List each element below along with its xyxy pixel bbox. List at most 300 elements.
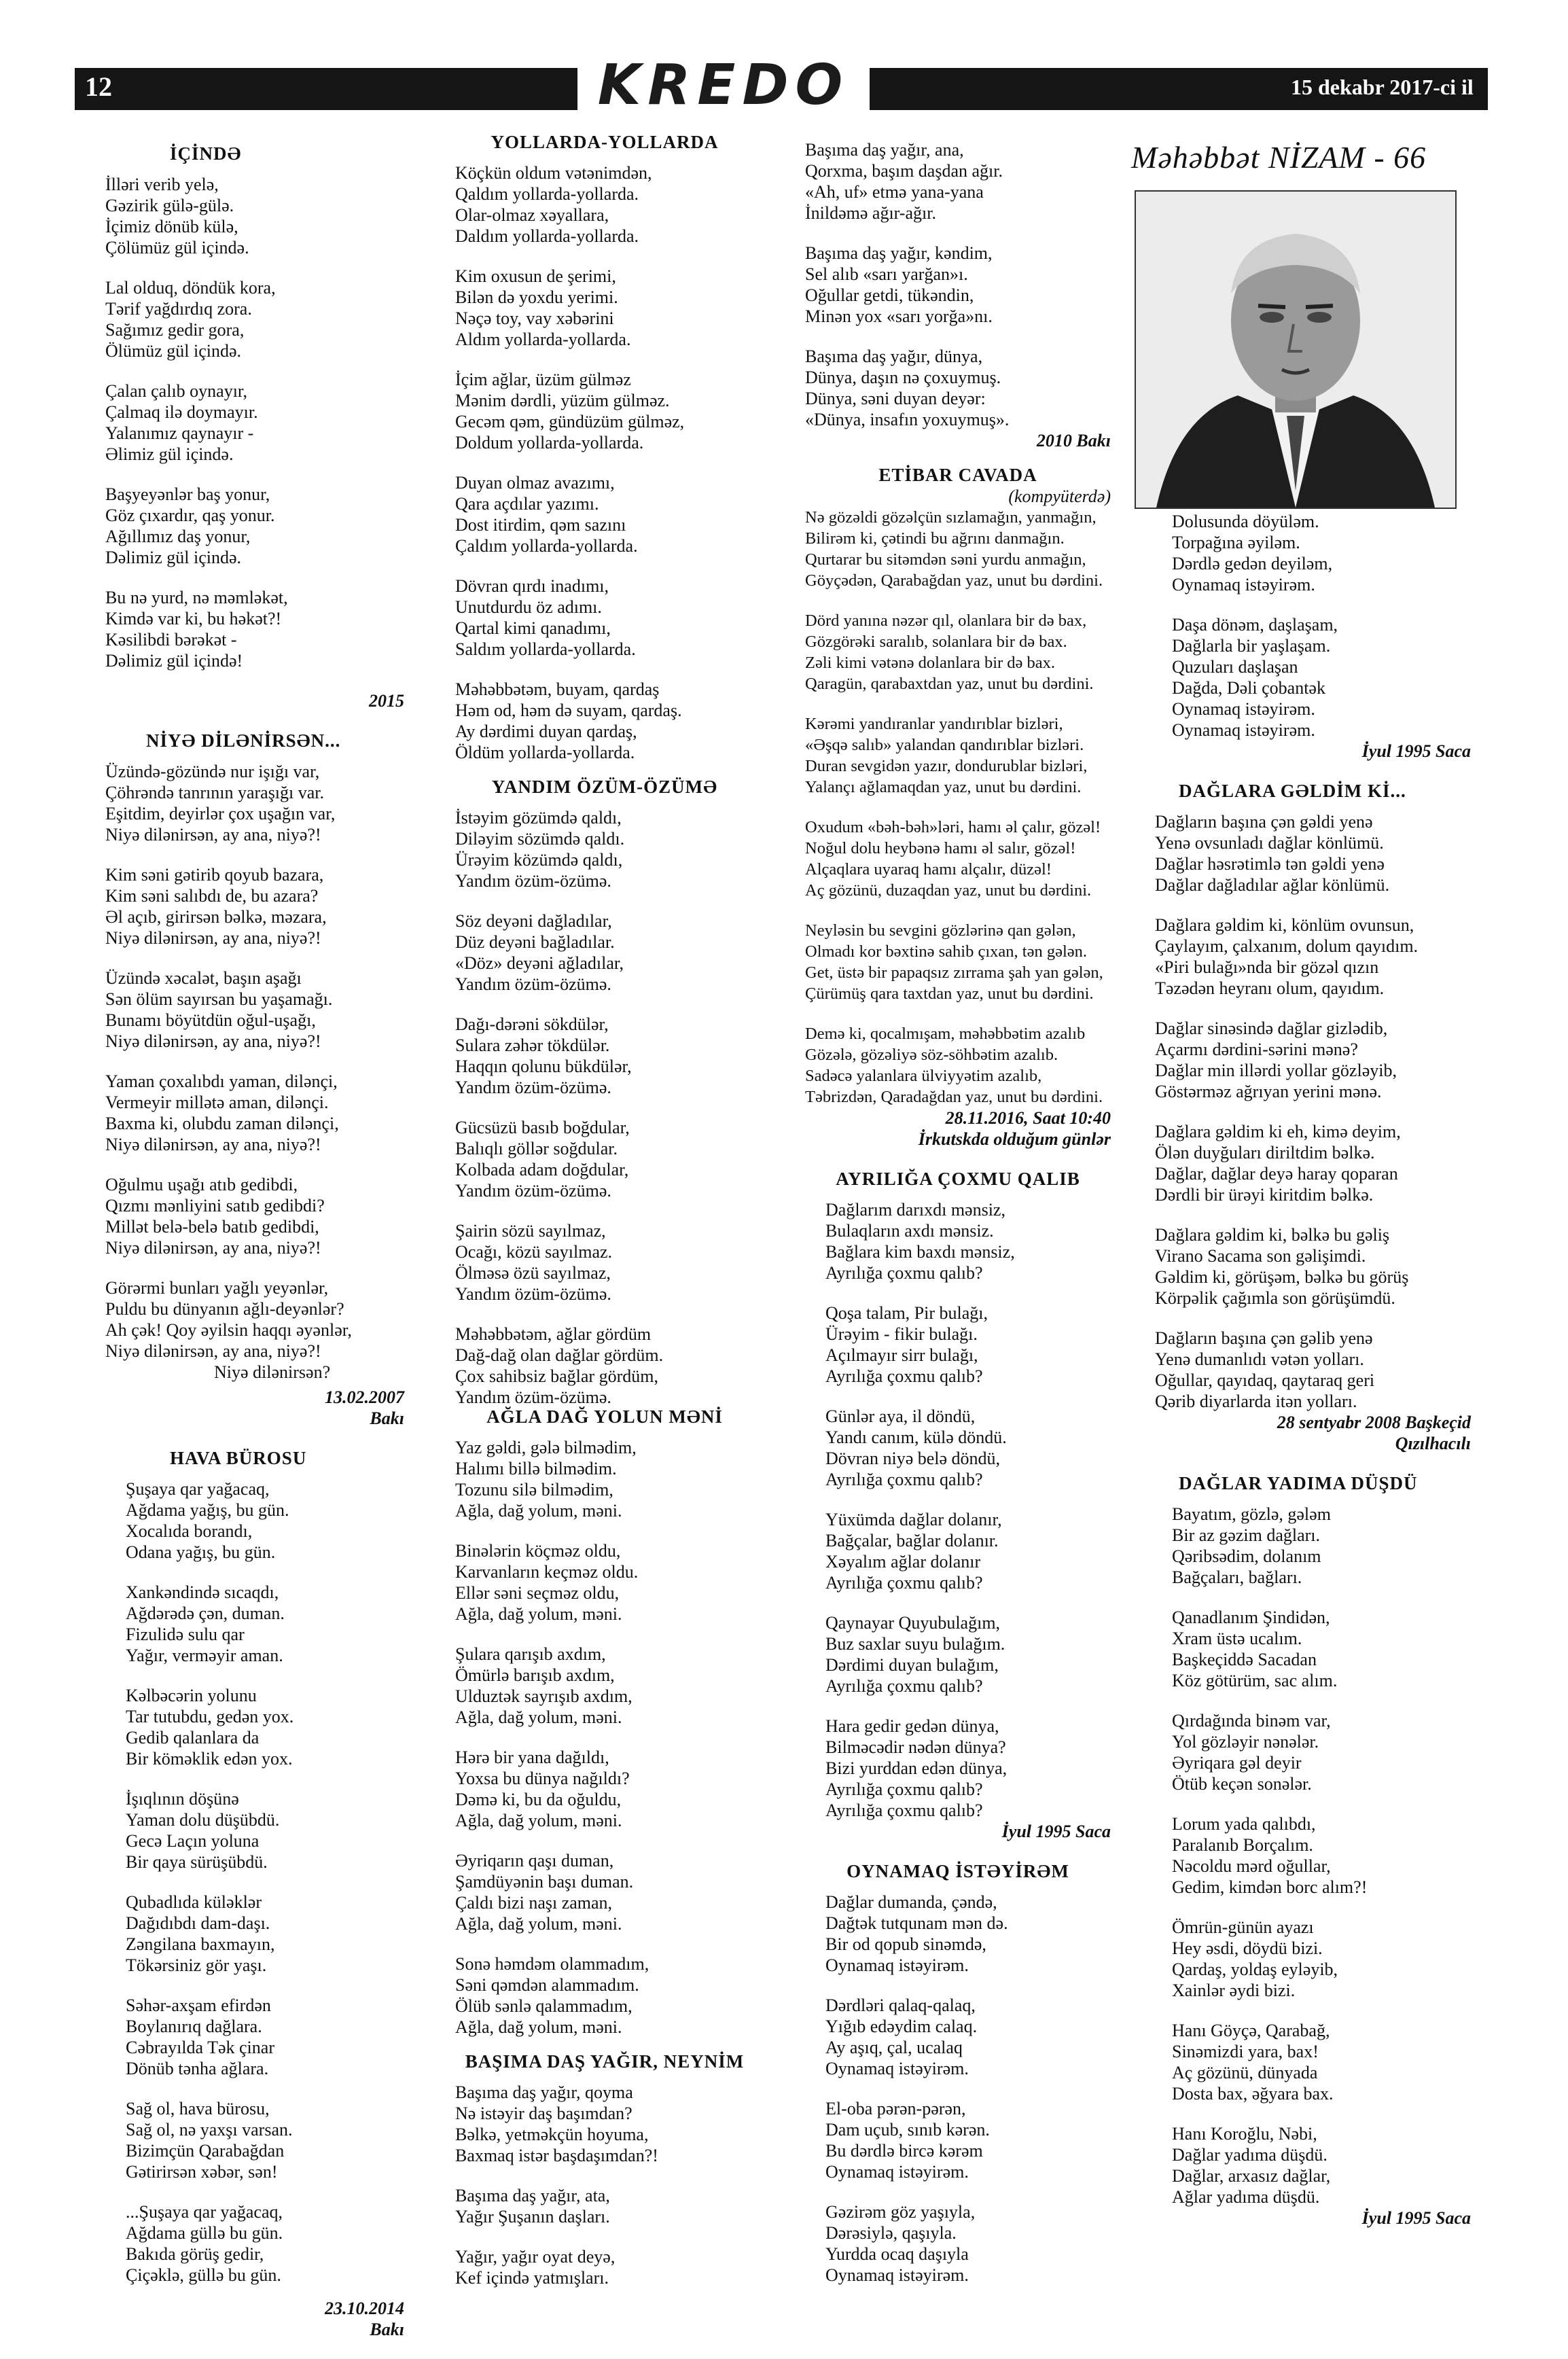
column-4 (1155, 511, 1471, 2248)
poem-line: Oğullar getdi, tükəndin, (805, 285, 974, 305)
stanza (825, 1716, 1111, 1821)
poem-line: Ellər səni seçməz oldu, (455, 1583, 620, 1603)
poem-line: Oynamaq istəyirəm. (825, 2265, 969, 2285)
poem-line: Ömürlə barışıb axdım, (455, 1665, 615, 1685)
poem-oynamaq-isteyirem-cont (1172, 511, 1471, 762)
poem-line: Qəribsədim, dolanım (1172, 1546, 1321, 1566)
poem-body (1172, 511, 1471, 741)
poem-line: Sonə həmdəm olammadım, (455, 1954, 649, 1974)
stanza (1172, 1607, 1471, 1691)
poem-line: «Döz» deyəni ağladılar, (455, 953, 624, 973)
stanza (105, 1277, 404, 1362)
poem-line: Tökərsiniz gör yaşı. (126, 1955, 267, 1975)
poem-line: Oynamaq istəyirəm. (825, 2162, 969, 2182)
stanza (825, 2098, 1111, 2182)
stanza (105, 484, 404, 568)
poem-line: Yurdda ocaq daşıyla (825, 2244, 969, 2264)
stanza (455, 1437, 754, 1521)
poem-body (805, 139, 1111, 430)
poem-line: Yüxümda dağlar dolanır, (825, 1510, 1002, 1529)
stanza (455, 2246, 754, 2288)
poem-line: Millət belə-belə batıb gedibdi, (105, 1217, 319, 1237)
poem-line: Yenə ovsunladı dağlar könlümü. (1155, 833, 1384, 853)
poem-line: Dərdimi duyan bulağım, (825, 1655, 999, 1675)
poem-line: Qurtarar bu sitəmdən səni yurdu anmağın, (805, 550, 1086, 569)
poem-line: Bir od qopub sinəmdə, (825, 1934, 986, 1954)
poem-line: Bağlara kim baxdı mənsiz, (825, 1242, 1015, 1262)
stanza (126, 1995, 404, 2079)
poem-line: Çaldı bizi naşı zaman, (455, 1893, 613, 1913)
poem-line: Kef içində yatmışları. (455, 2268, 609, 2288)
poem-line: Çox sahibsiz bağlar gördüm, (455, 1366, 658, 1386)
poem-line: Dağlara gəldim ki, könlüm ovunsun, (1155, 915, 1414, 935)
poem-line: Bizimçün Qarabağdan (126, 2141, 285, 2161)
poem-title: BAŞIMA DAŞ YAĞIR, NEYNİM (465, 2051, 745, 2072)
poem-date: 28.11.2016, Saat 10:40 (945, 1108, 1111, 1128)
poem-title: AĞLA DAĞ YOLUN MƏNİ (486, 1406, 723, 1427)
stanza (455, 266, 754, 350)
stanza (455, 472, 754, 556)
poem-body (1155, 811, 1471, 1412)
poem-line: Ağla, dağ yolum, məni. (455, 1604, 622, 1624)
stanza (1172, 1710, 1471, 1794)
poem-line: Göz çıxardır, qaş yonur. (105, 506, 275, 525)
poem-line: Yandım özüm-özümə. (455, 974, 611, 994)
stanza (825, 1892, 1111, 1976)
stanza (455, 1220, 754, 1305)
poem-place: İrkutskda olduğum günlər (918, 1129, 1111, 1149)
poem-line: Dağ-dağ olan dağlar gördüm. (455, 1345, 664, 1365)
poem-line: Kərəmi yandıranlar yandırıblar bizləri, (805, 715, 1063, 733)
poem-line: Oxudum «bəh-bəh»ləri, hamı əl çalır, gözəl! (805, 818, 1101, 836)
poem-line: Başyeyənlər baş yonur, (105, 484, 270, 504)
poem-line: Yaman dolu düşübdü. (126, 1810, 280, 1830)
poem-line: Əyriqara gəl deyir (1172, 1753, 1302, 1773)
poem-line: Ayrılığa çoxmu qalıb? (825, 1779, 983, 1799)
stanza (455, 910, 754, 995)
stanza (455, 679, 754, 763)
poem-daglar-yadima-dusdu (1172, 1473, 1471, 2229)
stanza (1172, 1813, 1471, 1898)
poem-line: Çöhrəndə tanrının yaraşığı var. (105, 783, 325, 802)
poem-title: NİYƏ DİLƏNİRSƏN... (146, 730, 341, 751)
poem-line: Kim oxusun de şerimi, (455, 266, 616, 286)
poem-line: Yaz gəldi, gələ bilmədim, (455, 1438, 637, 1457)
poem-line: Dağlar dağladılar ağlar könlümü. (1155, 875, 1390, 895)
poem-line: Yalançı ağlamaqdan yaz, unut bu dərdini. (805, 778, 1082, 796)
poem-line: Başıma daş yağır, qoyma (455, 2082, 633, 2102)
poem-line: Hara gedir gedən dünya, (825, 1716, 999, 1736)
poem-line: Tozunu silə bilmədim, (455, 1480, 613, 1500)
poem-date: İyul 1995 Saca (1001, 1822, 1111, 1841)
poem-line: Tar tutubdu, gedən yox. (126, 1707, 294, 1726)
poem-line: Gecəm qəm, gündüzüm gülməz, (455, 412, 685, 431)
poem-date: 2010 Bakı (1036, 431, 1111, 450)
stanza (1155, 811, 1471, 895)
poem-line: Ayrılığa çoxmu qalıb? (825, 1801, 983, 1820)
poem-line: Sinəmizdi yara, bax! (1172, 2042, 1319, 2061)
poem-line: Kolbada adam doğdular, (455, 1160, 629, 1180)
poem-line: Qoşa talam, Pir bulağı, (825, 1303, 988, 1323)
poem-subtitle: (kompyüterdə) (1008, 486, 1111, 506)
stanza (455, 807, 754, 891)
poem-line: Dağlar dumanda, çəndə, (825, 1892, 997, 1912)
poem-line: Yandı canım, külə döndü. (825, 1427, 1007, 1447)
poem-line: Bir az gəzim dağları. (1172, 1525, 1321, 1545)
stanza (1155, 915, 1471, 999)
poem-line: Bulaqların axdı mənsiz. (825, 1221, 994, 1241)
poem-line: Bir qaya sürüşübdü. (126, 1852, 268, 1872)
poem-line: Görərmi bunları yağlı yeyənlər, (105, 1278, 329, 1298)
poem-date: 28 sentyabr 2008 Başkeçid (1277, 1413, 1471, 1432)
poem-line: Doldum yollarda-yollarda. (455, 433, 644, 453)
poem-line: Gedib qalanlara da (126, 1728, 260, 1748)
stanza (455, 2185, 754, 2227)
poem-line: Minən yox «sarı yorğa»nı. (805, 306, 993, 326)
poem-line: Yenə dumanlıdı vətən yolları. (1155, 1349, 1364, 1369)
poem-line: Ah çək! Qoy əyilsin haqqı əyənlər, (105, 1320, 352, 1340)
stanza (1155, 1121, 1471, 1205)
poem-line: Dəlimiz gül içində! (105, 651, 243, 671)
poem-title: ETİBAR CAVADA (878, 465, 1037, 485)
poem-line: Duyan olmaz avazımı, (455, 473, 615, 493)
poem-line: Gücsüzü basıb boğdular, (455, 1118, 630, 1137)
stanza (1172, 2020, 1471, 2104)
stanza (805, 713, 1111, 798)
stanza (825, 1509, 1111, 1593)
poem-line: Yoxsa bu dünya nağıldı? (455, 1769, 630, 1788)
page-header (0, 0, 1568, 119)
poem-line: «Dünya, insafın yoxuymuş». (805, 410, 1010, 429)
poem-line: Dörd yanına nəzər qıl, olanlara bir də bax, (805, 611, 1087, 630)
poem-line: Dərdləri qalaq-qalaq, (825, 1996, 976, 2015)
author-photo (1135, 190, 1457, 509)
poem-body (455, 2082, 754, 2288)
poem-line: Çalan çalıb oynayır, (105, 381, 248, 401)
poem-line: Bu nə yurd, nə məmləkət, (105, 588, 288, 607)
poem-line: Ayrılığa çoxmu qalıb? (825, 1573, 983, 1593)
poem-line: Səni qəmdən alammadım. (455, 1975, 639, 1995)
poem-date: İyul 1995 Saca (1361, 2208, 1471, 2228)
poem-line: Yığıb edəydim calaq. (825, 2017, 978, 2036)
poem-hava-burosu (105, 1448, 404, 2340)
stanza (105, 1174, 404, 1258)
stanza (1155, 1328, 1471, 1412)
poem-line: Yağır Şuşanın daşları. (455, 2207, 610, 2227)
poem-line: Ürəyim - fikir bulağı. (825, 1324, 978, 1344)
poem-line: Lal olduq, döndük kora, (105, 278, 276, 298)
poem-line: Torpağına əyiləm. (1172, 533, 1300, 552)
poem-line: Sulara zəhər tökdülər. (455, 1035, 610, 1055)
poem-line: Sən ölüm sayırsan bu yaşamağı. (105, 989, 333, 1009)
poem-line: Qorxma, başım daşdan ağır. (805, 161, 1003, 181)
poem-line: Şairin sözü sayılmaz, (455, 1221, 606, 1241)
poem-line: Oğulmu uşağı atıb gedibdi, (105, 1175, 298, 1194)
poem-line: Sel alıb «sarı yarğan»ı. (805, 264, 968, 284)
poem-line: Kim səni gətirib qoyub bazara, (105, 865, 324, 885)
poem-line: Başkeçiddə Sacadan (1172, 1650, 1317, 1669)
poem-title: DAĞLARA GƏLDİM Kİ... (1179, 781, 1406, 801)
poem-line: Təzədən heyranı olum, qayıdım. (1155, 978, 1385, 998)
poem-line: Alçaqlara uyaraq hamı alçalır, düzəl! (805, 860, 1052, 879)
poem-line: Ayrılığa çoxmu qalıb? (825, 1470, 983, 1489)
poem-line: Açılmayır sirr bulağı, (825, 1345, 978, 1365)
poem-basima-das-yagir-cont (805, 139, 1111, 451)
poem-line: Ölümüz gül içində. (105, 341, 242, 361)
poem-line: Qaragün, qarabaxtdan yaz, unut bu dərdini. (805, 675, 1094, 693)
poem-line: Dövran qırdı inadımı, (455, 576, 609, 596)
poem-line: Fizulidə sulu qar (126, 1625, 245, 1644)
poem-line: Ağla, dağ yolum, məni. (455, 1914, 622, 1934)
stanza (805, 610, 1111, 694)
stanza (105, 587, 404, 671)
poem-line: Yandım özüm-özümə. (455, 1078, 611, 1097)
poem-line: Dağda, Dəli çobantək (1172, 678, 1325, 698)
poem-line: Oynamaq istəyirəm. (825, 1955, 969, 1975)
poem-line: Yandım özüm-özümə. (455, 1387, 611, 1407)
poem-line: Saldım yollarda-yollarda. (455, 639, 636, 659)
poem-line: Qızmı mənliyini satıb gedibdi? (105, 1196, 325, 1216)
stanza (825, 1406, 1111, 1490)
stanza (455, 1540, 754, 1625)
poem-line: Ayrılığa çoxmu qalıb? (825, 1676, 983, 1696)
poem-line: Yalanımız qaynayır - (105, 423, 254, 443)
poem-line: Lorum yada qalıbdı, (1172, 1814, 1316, 1834)
poem-line: Paralanıb Borçalım. (1172, 1835, 1313, 1855)
poem-line: Dağlar həsrətimlə tən gəldi yenə (1155, 854, 1385, 874)
poem-line: Xocalıda borandı, (126, 1521, 253, 1541)
poem-line: Yağır, yağır oyat deyə, (455, 2247, 616, 2267)
poem-line: Dağlarım darıxdı mənsiz, (825, 1200, 1005, 1220)
stanza (455, 1644, 754, 1728)
poem-line: Yol gözləyir nənələr. (1172, 1732, 1319, 1752)
poem-line: Ölüb sənlə qalammadım, (455, 1996, 632, 2016)
poem-line: Dolusunda döyüləm. (1172, 512, 1319, 531)
poem-line: Ulduztək sayrışıb axdım, (455, 1686, 632, 1706)
poem-title: OYNAMAQ İSTƏYİRƏM (847, 1861, 1069, 1881)
stanza (105, 968, 404, 1052)
poem-line: Ağla, dağ yolum, məni. (455, 1501, 622, 1521)
poem-line: Bilən də yoxdu yerimi. (455, 287, 618, 307)
poem-body (805, 1199, 1111, 1821)
poem-line: Əyriqarın qaşı duman, (455, 1851, 614, 1870)
poem-body (105, 1478, 404, 2286)
poem-basima-das-yagir (455, 2051, 754, 2288)
poem-line: Get, üstə bir papaqsız zırrama şah yan gələn, (805, 963, 1103, 982)
poem-line: Ocağı, közü sayılmaz. (455, 1242, 613, 1262)
stanza (455, 1324, 754, 1408)
poem-line: Xram üstə ucalım. (1172, 1629, 1302, 1648)
poem-line: Açarmı dərdini-sərini mənə? (1155, 1040, 1358, 1059)
poem-line: Demə ki, qocalmışam, məhəbbətim azalıb (805, 1025, 1086, 1043)
stanza (1172, 511, 1471, 595)
poem-line: Dönüb tənha ağlara. (126, 2059, 269, 2078)
poem-body (805, 507, 1111, 1107)
poem-place: Bakı (370, 1408, 404, 1428)
poem-line: Niyə dilənirsən, ay ana, niyə?! (105, 1238, 321, 1258)
poem-place: Bakı (370, 2320, 404, 2339)
poem-line: Həm od, həm də suyam, qardaş. (455, 700, 682, 720)
poem-line: Köçkün oldum vətənimdən, (455, 163, 652, 183)
poem-line: Ağdama güllə bu gün. (126, 2223, 283, 2243)
poem-line: Gözələ, gözəliyə söz-söhbətim azalıb. (805, 1046, 1058, 1064)
poem-date: İyul 1995 Saca (1361, 741, 1471, 761)
poem-yandim-ozum-ozume (455, 777, 754, 1408)
poem-line: Qubadlıda küləklər (126, 1892, 262, 1912)
poem-line: Bəlkə, yetməkçün hoyuma, (455, 2125, 649, 2144)
poem-line: Olar-olmaz xəyallara, (455, 205, 609, 225)
issue-date: 15 dekabr 2017-ci il (1291, 75, 1474, 99)
stanza (105, 277, 404, 361)
poem-line: Xankəndində sıcaqdı, (126, 1582, 279, 1602)
poem-line: Karvanların keçməz oldu. (455, 1562, 639, 1582)
poem-body (805, 1892, 1111, 2286)
poem-title: AYRILIĞA ÇOXMU QALIB (836, 1169, 1080, 1189)
poem-line: Dağlarla bir yaşlaşam. (1172, 636, 1331, 656)
poem-line: Ürəyim közümdə qaldı, (455, 850, 623, 870)
poem-line: Dağlara gəldim ki, bəlkə bu gəliş (1155, 1225, 1390, 1245)
poem-line: Ağdama yağış, bu gün. (126, 1500, 289, 1520)
portrait-image (1136, 192, 1455, 508)
poem-line: Ötüb keçən sonələr. (1172, 1774, 1312, 1794)
poem-date: 13.02.2007 (325, 1387, 404, 1407)
poem-line: Aldım yollarda-yollarda. (455, 330, 631, 349)
poem-line: Şamdüyənin başı duman. (455, 1872, 634, 1892)
poem-line: Dağlar min illərdi yollar gözləyib, (1155, 1061, 1397, 1080)
stanza (805, 139, 1111, 224)
poem-place: Qızılhacılı (1395, 1434, 1471, 1453)
poem-line: Ayrılığa çoxmu qalıb? (825, 1366, 983, 1386)
poem-line: Eşitdim, deyirlər çox uşağın var, (105, 804, 336, 823)
poem-line: Başıma daş yağır, ata, (455, 2186, 610, 2205)
poem-niye-dilenirsen (105, 730, 404, 1429)
poem-line: Sadəcə yalanlara ülviyyətim azalıb, (805, 1067, 1042, 1085)
poem-line: Gedim, kimdən borc alım?! (1172, 1877, 1368, 1897)
poem-body (455, 807, 754, 1408)
stanza (825, 1995, 1111, 2079)
stanza (825, 1302, 1111, 1387)
poem-line: Dağlara gəldim ki eh, kimə deyim, (1155, 1122, 1401, 1141)
poem-line: Başıma daş yağır, ana, (805, 140, 964, 160)
poem-line: Şulara qarışıb axdım, (455, 1644, 606, 1664)
poem-body (105, 761, 404, 1362)
poem-line: Ölməsə özü sayılmaz, (455, 1263, 611, 1283)
poem-line: Oynamaq istəyirəm. (1172, 575, 1315, 595)
stanza (126, 1478, 404, 1563)
poem-etibar-cavada (805, 465, 1111, 1150)
stanza (126, 1685, 404, 1769)
stanza (126, 2098, 404, 2182)
feature-title: Məhəbbət NİZAM - 66 (1131, 140, 1427, 175)
poem-line: İnildəmə ağır-ağır. (805, 203, 936, 223)
poem-line: Ay dərdimi duyan qardaş, (455, 722, 637, 741)
poem-line: Bilməcədir nədən dünya? (825, 1737, 1006, 1757)
column-3 (805, 139, 1111, 2305)
poem-line: Çürümüş qara taxtdan yaz, unut bu dərdini. (805, 985, 1094, 1003)
page-number: 12 (85, 71, 112, 102)
poem-line: Dağıdıbdı dam-daşı. (126, 1913, 270, 1933)
poem-line: Qanadlanım Şindidən, (1172, 1608, 1330, 1627)
poem-line: Zəli kimi vətənə dolanlara bir də bax. (805, 654, 1056, 672)
poem-line: Bilirəm ki, çətindi bu ağrını danmağın. (805, 529, 1065, 548)
poem-line: Məhəbbətəm, buyam, qardaş (455, 679, 660, 699)
stanza (105, 380, 404, 465)
poem-line: Ağla, dağ yolum, məni. (455, 2017, 622, 2037)
poem-line: Dağların başına çən gəldi yenə (1155, 812, 1373, 832)
poem-line: Əlimiz gül içində. (105, 444, 234, 464)
poem-line: Sağımız gedir gora, (105, 320, 245, 340)
stanza (455, 575, 754, 660)
stanza (126, 1892, 404, 1976)
poem-line: Ağlar yadıma düşdü. (1172, 2187, 1320, 2207)
poem-title: İÇİNDƏ (170, 143, 242, 164)
poem-line: Üzündə xəcalət, başın aşağı (105, 968, 302, 988)
stanza (455, 1747, 754, 1831)
poem-line: Ayrılığa çoxmu qalıb? (825, 1263, 983, 1283)
poem-body (105, 174, 404, 671)
poem-line: Baxma ki, olubdu zaman dilənçi, (105, 1114, 339, 1133)
poem-line: Cəbrayılda Tək çinar (126, 2038, 274, 2057)
poem-line: Qərib diyarlarda itən yolları. (1155, 1391, 1357, 1411)
poem-line: İçim ağlar, üzüm gülməz (455, 370, 631, 389)
poem-line: Baxmaq istər başdaşımdan?! (455, 2146, 658, 2165)
poem-line: Buz saxlar suyu bulağım. (825, 1634, 1005, 1654)
poem-line: Çiçəklə, güllə bu gün. (126, 2265, 281, 2285)
poem-line: Hanı Göyçə, Qarabağ, (1172, 2021, 1330, 2040)
poem-line: Gəldim ki, görüşəm, bəlkə bu görüş (1155, 1267, 1409, 1287)
stanza (126, 1582, 404, 1666)
poem-line: Dəlimiz gül içində. (105, 548, 242, 567)
poem-line: Xainlər əydi bizi. (1172, 1981, 1296, 2000)
poem-line: Göyçədən, Qarabağdan yaz, unut bu dərdini. (805, 571, 1103, 590)
stanza (825, 1612, 1111, 1697)
poem-line: Nəçə toy, vay xəbərini (455, 308, 614, 328)
poem-line: Daldım yollarda-yollarda. (455, 226, 639, 246)
stanza (126, 1788, 404, 1873)
poem-line: Gözgörəki saralıb, solanlara bir də bax. (805, 633, 1067, 651)
poem-line: Bakıda görüş gedir, (126, 2244, 264, 2264)
poem-line: Dünya, səni duyan deyər: (805, 389, 986, 408)
poem-line: Yandım özüm-özümə. (455, 1181, 611, 1201)
stanza (1172, 1504, 1471, 1588)
poem-line: Vermeyir millətə aman, dilənçi. (105, 1093, 329, 1112)
stanza (1155, 1018, 1471, 1102)
poem-line: İstəyim gözümdə qaldı, (455, 808, 622, 828)
poem-oynamaq-isteyirem (805, 1861, 1111, 2286)
stanza (105, 174, 404, 258)
poem-line: Kim səni salıbdı de, bu azara? (105, 886, 319, 906)
poem-line: Məhəbbətəm, ağlar gördüm (455, 1324, 652, 1344)
poem-line: Nəcoldu mərd oğullar, (1172, 1856, 1331, 1876)
stanza (805, 1023, 1111, 1107)
poem-line: Aç gözünü, dünyada (1172, 2063, 1318, 2082)
poem-line: ...Şuşaya qar yağacaq, (126, 2202, 283, 2222)
poem-line: Çölümüz gül içində. (105, 238, 249, 258)
poem-line: Virano Sacama son gəlişimdi. (1155, 1246, 1366, 1266)
newspaper-logo: KREDO (597, 53, 850, 118)
poem-line: Niyə dilənirsən? (214, 1362, 331, 1382)
poem-line: Gecə Laçın yoluna (126, 1831, 260, 1851)
poem-line: Halımı billə bilmədim. (455, 1459, 617, 1478)
poem-line: Neyləsin bu sevgini gözlərinə qan gələn, (805, 921, 1076, 940)
poem-line: Xəyalım ağlar dolanır (825, 1552, 981, 1572)
poem-date: 23.10.2014 (325, 2299, 404, 2318)
poem-line: Tərif yağdırdıq zora. (105, 299, 252, 319)
poem-line: Oynamaq istəyirəm. (1172, 699, 1315, 719)
poem-line: Köz götürüm, sac alım. (1172, 1671, 1338, 1690)
poem-line: Mənim dərdli, yüzüm gülməz. (455, 391, 670, 410)
poem-line: İçimiz dönüb külə, (105, 217, 238, 236)
